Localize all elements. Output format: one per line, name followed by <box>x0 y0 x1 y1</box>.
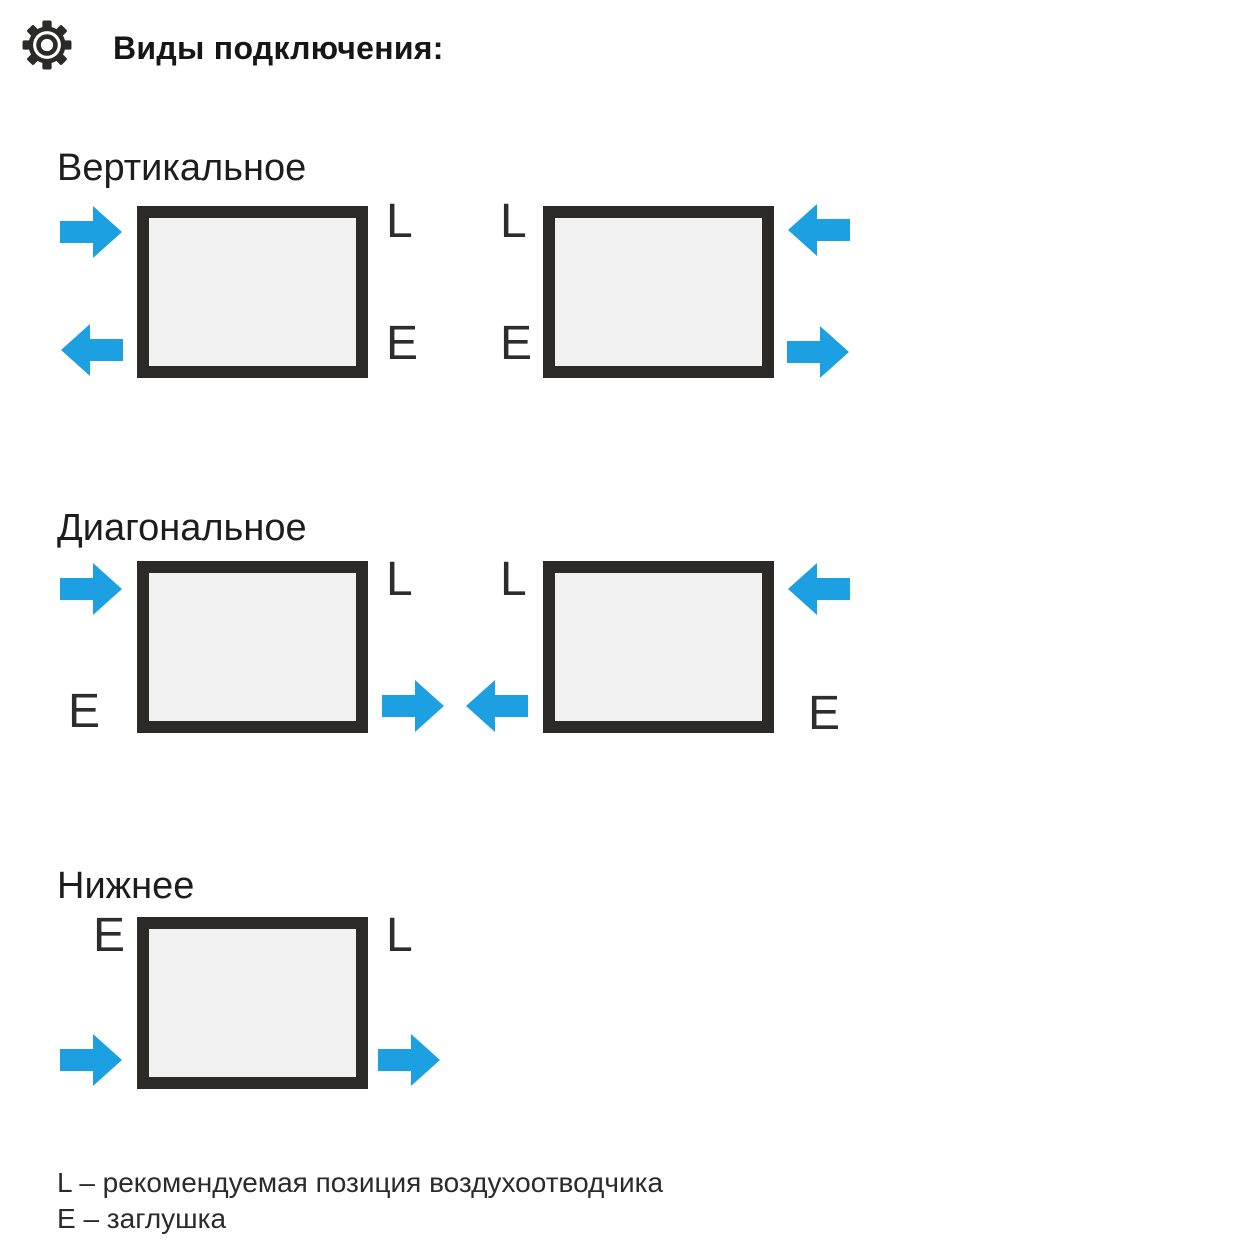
section-title-bottom: Нижнее <box>57 865 195 907</box>
air-vent-label: L <box>386 195 413 248</box>
gear-icon <box>20 16 74 74</box>
air-vent-label: L <box>386 553 413 606</box>
flow-out-arrow-icon <box>378 1032 441 1088</box>
plug-label: E <box>808 687 841 740</box>
radiator-body <box>543 561 774 733</box>
air-vent-label: L <box>386 909 413 962</box>
section-title-diagonal: Диагональное <box>57 507 307 549</box>
section-title-vertical: Вертикальное <box>57 147 307 189</box>
radiator-body <box>543 206 774 378</box>
flow-in-arrow-icon <box>60 204 123 260</box>
flow-out-arrow-icon <box>465 678 528 734</box>
flow-out-arrow-icon <box>382 678 445 734</box>
flow-in-arrow-icon <box>60 561 123 617</box>
flow-in-arrow-icon <box>787 561 850 617</box>
radiator-body <box>137 917 368 1089</box>
plug-label: E <box>68 685 101 738</box>
flow-out-arrow-icon <box>60 322 123 378</box>
flow-in-arrow-icon <box>787 202 850 258</box>
plug-label: E <box>500 317 533 370</box>
plug-label: E <box>93 909 126 962</box>
radiator-body <box>137 206 368 378</box>
flow-in-arrow-icon <box>60 1032 123 1088</box>
plug-label: E <box>386 317 419 370</box>
flow-out-arrow-icon <box>787 324 850 380</box>
legend-air-vent: L – рекомендуемая позиция воздухоотводчика <box>57 1167 664 1198</box>
air-vent-label: L <box>500 195 527 248</box>
legend-plug: E – заглушка <box>57 1203 227 1234</box>
air-vent-label: L <box>500 553 527 606</box>
page-title: Виды подключения: <box>113 30 444 66</box>
radiator-body <box>137 561 368 733</box>
